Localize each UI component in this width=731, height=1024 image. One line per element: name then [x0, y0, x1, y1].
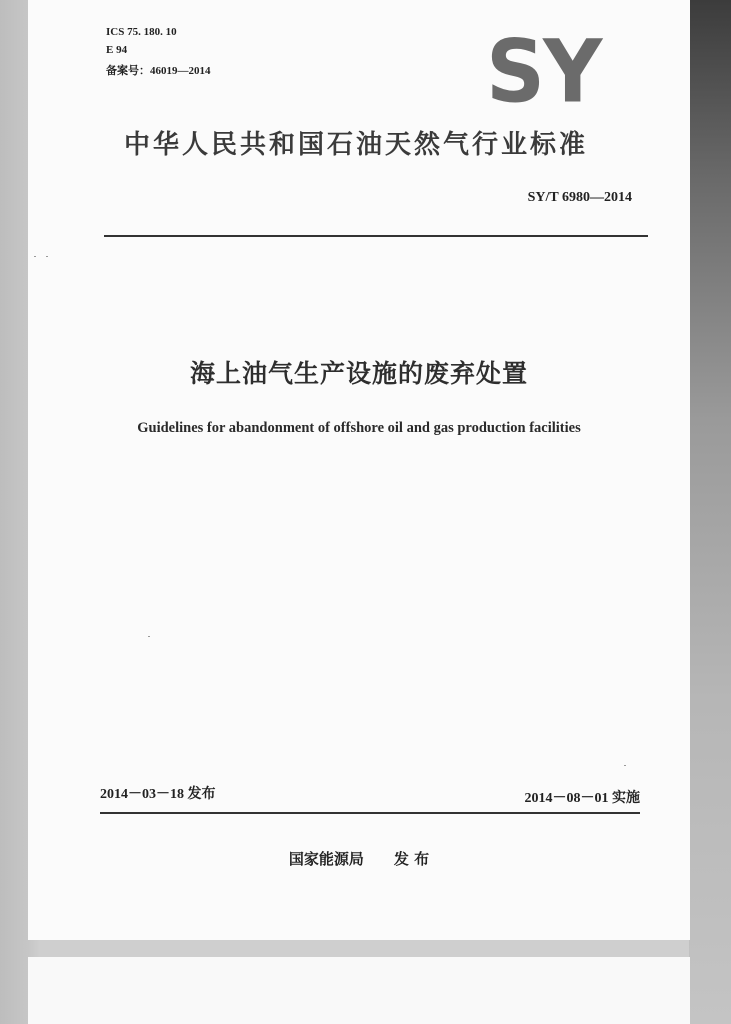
document-title-chinese: 海上油气生产设施的废弃处置 — [189, 359, 528, 388]
ics-code: ICS 75. 180. 10 — [106, 26, 177, 38]
background-right-edge — [689, 0, 731, 1024]
publisher-line — [28, 848, 690, 869]
document-title-english: Guidelines for abandonment of offshore oil and gas production facilities — [137, 420, 581, 436]
scan-speck — [46, 256, 48, 257]
scan-speck — [624, 765, 626, 766]
next-page-edge — [28, 957, 690, 1024]
scan-speck — [148, 636, 150, 637]
category-code: E 94 — [106, 44, 128, 56]
sy-logo: SY — [486, 22, 601, 123]
document-page — [28, 0, 690, 940]
organization-title: 中华人民共和国石油天然气行业标准 — [124, 130, 589, 160]
header-divider — [104, 235, 648, 237]
publisher-name: 国家能源局 — [288, 850, 364, 868]
standard-number: SY/T 6980—2014 — [527, 190, 632, 205]
publisher-action: 发 布 — [393, 850, 430, 868]
issue-date: 2014－03－18 发布 — [100, 787, 216, 802]
implementation-date: 2014－08－01 实施 — [524, 791, 640, 806]
footer-divider — [100, 812, 640, 814]
record-number: 备案号：46019—2014 — [106, 65, 211, 77]
scan-speck — [34, 256, 36, 257]
